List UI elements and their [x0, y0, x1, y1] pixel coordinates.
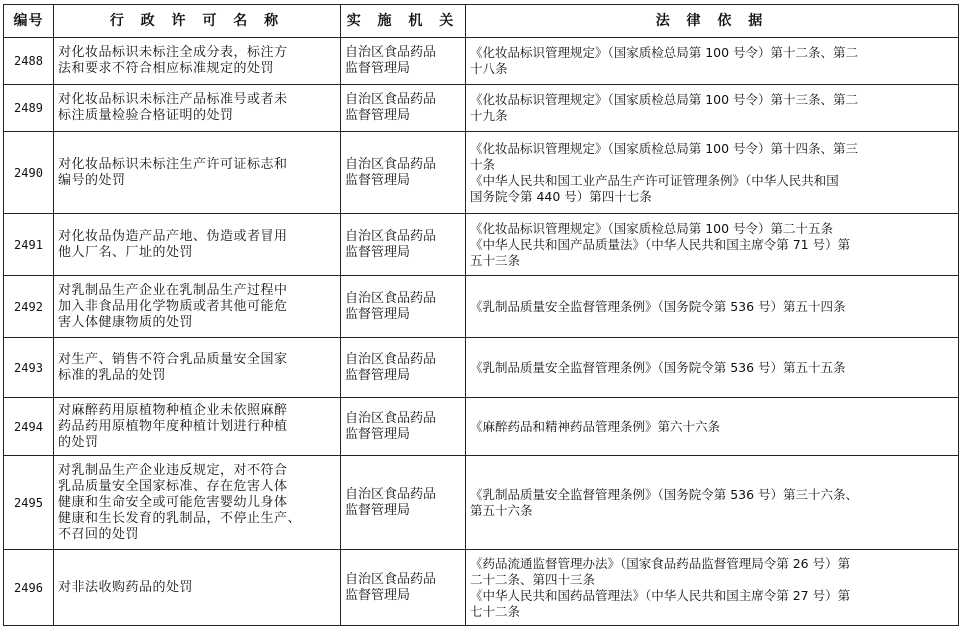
permission-name-line: 健康和生命安全或可能危害婴幼儿身体 — [58, 494, 288, 510]
legal-basis — [466, 214, 959, 276]
legal-basis-line: 十条 — [470, 156, 496, 172]
permission-name-line: 药品药用原植物年度种植计划进行种植 — [58, 418, 288, 434]
implementing-authority-line: 自治区食品药品 — [345, 351, 437, 367]
legal-basis-line: 《乳制品质量安全监督管理条例》（国务院令第 536 号）第五十四条 — [470, 298, 846, 314]
permission-name-line: 对乳制品生产企业违反规定，对不符合 — [58, 462, 288, 478]
permission-name-line: 标准的乳品的处罚 — [58, 367, 167, 383]
implementing-authority-line: 监督管理局 — [345, 244, 411, 260]
permission-name — [54, 550, 341, 626]
table-row — [4, 132, 959, 214]
row-number: 2495 — [4, 456, 54, 550]
legal-basis-line: 《麻醉药品和精神药品管理条例》第六十六条 — [470, 418, 721, 434]
legal-basis-line: 五十三条 — [470, 252, 521, 268]
legal-basis-line: 十九条 — [470, 108, 508, 123]
legal-basis-line: 十八条 — [470, 61, 508, 76]
row-number: 2488 — [4, 38, 54, 85]
implementing-authority-line: 自治区食品药品 — [345, 92, 437, 107]
implementing-authority — [341, 550, 466, 626]
permission-name-line: 加入非食品用化学物质或者其他可能危 — [58, 298, 288, 314]
implementing-authority-line: 监督管理局 — [345, 172, 411, 188]
permission-table — [3, 4, 959, 626]
legal-basis-line: 《乳制品质量安全监督管理条例》（国务院令第 536 号）第三十六条、 — [470, 486, 859, 502]
row-number: 2491 — [4, 214, 54, 276]
implementing-authority-line: 自治区食品药品 — [345, 156, 437, 172]
row-number: 2490 — [4, 132, 54, 214]
permission-name-line: 标注质量检验合格证明的处罚 — [58, 108, 234, 123]
implementing-authority-line: 自治区食品药品 — [345, 228, 437, 244]
implementing-authority-line: 自治区食品药品 — [345, 410, 437, 426]
implementing-authority-line: 监督管理局 — [345, 306, 411, 322]
table-row — [4, 38, 959, 85]
implementing-authority-line: 监督管理局 — [345, 587, 411, 603]
permission-name — [54, 276, 341, 338]
implementing-authority — [341, 276, 466, 338]
header-authority: 实 施 机 关 — [341, 5, 466, 38]
row-number: 2496 — [4, 550, 54, 626]
implementing-authority-line: 监督管理局 — [345, 502, 411, 518]
table-row — [4, 214, 959, 276]
permission-name-line: 他人厂名、厂址的处罚 — [58, 244, 194, 260]
legal-basis — [466, 398, 959, 456]
table-row — [4, 85, 959, 132]
table-row — [4, 398, 959, 456]
implementing-authority — [341, 456, 466, 550]
row-number: 2494 — [4, 398, 54, 456]
permission-name-line: 乳品质量安全国家标准、存在危害人体 — [58, 478, 288, 494]
permission-name-line: 法和要求不符合相应标准规定的处罚 — [58, 61, 275, 76]
implementing-authority-line: 自治区食品药品 — [345, 45, 437, 60]
permission-name-line: 害人体健康物质的处罚 — [58, 314, 194, 330]
permission-name-line: 对生产、销售不符合乳品质量安全国家 — [58, 351, 288, 367]
legal-basis-line: 国务院令第 440 号）第四十七条 — [470, 188, 652, 204]
legal-basis-line: 《中华人民共和国工业产品生产许可证管理条例》（中华人民共和国 — [470, 172, 839, 188]
permission-name-line: 不召回的处罚 — [58, 526, 140, 542]
implementing-authority — [341, 132, 466, 214]
permission-name-line: 对化妆品伪造产品产地、伪造或者冒用 — [58, 228, 288, 244]
table-row — [4, 550, 959, 626]
permission-name-line: 对化妆品标识未标注产品标准号或者未 — [58, 92, 288, 107]
legal-basis — [466, 276, 959, 338]
permission-name-line: 健康和生长发育的乳制品，不停止生产、 — [58, 510, 302, 526]
permission-name — [54, 338, 341, 398]
implementing-authority-line: 监督管理局 — [345, 61, 411, 76]
implementing-authority-line: 自治区食品药品 — [345, 290, 437, 306]
permission-name — [54, 132, 341, 214]
permission-name-line: 对乳制品生产企业在乳制品生产过程中 — [58, 282, 288, 298]
implementing-authority — [341, 338, 466, 398]
implementing-authority — [341, 38, 466, 85]
header-permission-name: 行 政 许 可 名 称 — [54, 5, 341, 38]
table-header-row — [4, 5, 959, 38]
row-number: 2492 — [4, 276, 54, 338]
permission-name-line: 编号的处罚 — [58, 172, 126, 188]
implementing-authority-line: 监督管理局 — [345, 108, 411, 123]
legal-basis-line: 《化妆品标识管理规定》（国家质检总局第 100 号令）第十四条、第三 — [470, 140, 859, 156]
legal-basis-line: 第五十六条 — [470, 502, 533, 518]
implementing-authority-line: 监督管理局 — [345, 367, 411, 383]
legal-basis-line: 七十二条 — [470, 603, 521, 619]
permission-name-line: 对非法收购药品的处罚 — [58, 579, 194, 595]
legal-basis-line: 《化妆品标识管理规定》（国家质检总局第 100 号令）第十三条、第二 — [470, 92, 859, 107]
legal-basis-line: 《中华人民共和国产品质量法》（中华人民共和国主席令第 71 号）第 — [470, 236, 851, 252]
permission-name-line: 对麻醉药用原植物种植企业未依照麻醉 — [58, 402, 288, 418]
permission-name — [54, 38, 341, 85]
table-row — [4, 456, 959, 550]
permission-name — [54, 456, 341, 550]
permission-name-line: 对化妆品标识未标注全成分表，标注方 — [58, 45, 288, 60]
legal-basis — [466, 456, 959, 550]
table-row — [4, 276, 959, 338]
legal-basis — [466, 132, 959, 214]
permission-name — [54, 398, 341, 456]
permission-name-line: 的处罚 — [58, 434, 99, 450]
header-legal-basis: 法 律 依 据 — [466, 5, 959, 38]
implementing-authority-line: 监督管理局 — [345, 426, 411, 442]
legal-basis-line: 《化妆品标识管理规定》（国家质检总局第 100 号令）第二十五条 — [470, 220, 834, 236]
legal-basis-line: 《药品流通监督管理办法》（国家食品药品监督管理局令第 26 号）第 — [470, 555, 851, 571]
legal-basis-line: 二十二条、第四十三条 — [470, 571, 596, 587]
legal-basis — [466, 550, 959, 626]
implementing-authority — [341, 214, 466, 276]
implementing-authority-line: 自治区食品药品 — [345, 571, 437, 587]
header-number: 编号 — [4, 5, 54, 38]
permission-name-line: 对化妆品标识未标注生产许可证标志和 — [58, 156, 288, 172]
legal-basis — [466, 338, 959, 398]
implementing-authority-line: 自治区食品药品 — [345, 486, 437, 502]
implementing-authority — [341, 85, 466, 132]
implementing-authority — [341, 398, 466, 456]
legal-basis-line: 《乳制品质量安全监督管理条例》（国务院令第 536 号）第五十五条 — [470, 359, 846, 375]
table-row — [4, 338, 959, 398]
permission-name — [54, 214, 341, 276]
legal-basis — [466, 85, 959, 132]
legal-basis-line: 《中华人民共和国药品管理法》（中华人民共和国主席令第 27 号）第 — [470, 587, 851, 603]
row-number: 2493 — [4, 338, 54, 398]
legal-basis — [466, 38, 959, 85]
legal-basis-line: 《化妆品标识管理规定》（国家质检总局第 100 号令）第十二条、第二 — [470, 45, 859, 60]
permission-name — [54, 85, 341, 132]
row-number: 2489 — [4, 85, 54, 132]
